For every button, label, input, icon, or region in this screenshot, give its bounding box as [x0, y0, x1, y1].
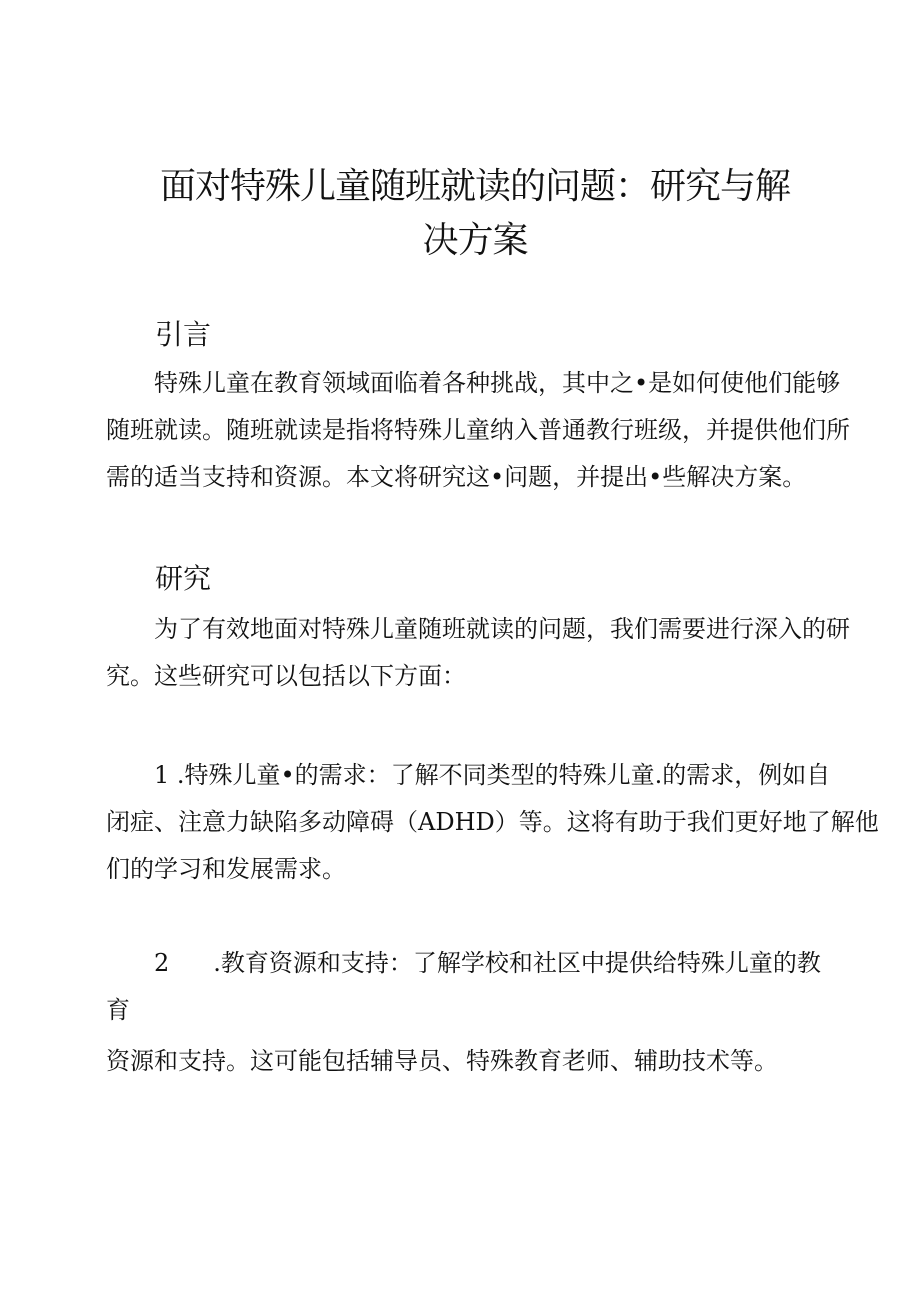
research-paragraph — [106, 606, 850, 700]
item2-line-1-text: .教育资源和支持：了解学校和社区中提供给特殊儿童的教 — [213, 949, 821, 977]
intro-line-3: 需的适当支持和资源。本文将研究这•问题，并提出•些解决方案。 — [106, 463, 807, 491]
item2-line-2: 育 — [106, 996, 130, 1024]
list-item-2 — [106, 940, 826, 1085]
title-line-1: 面对特殊儿童随班就读的问题：研究与解 — [159, 166, 790, 207]
document-title — [130, 160, 820, 268]
research-line-1: 为了有效地面对特殊儿童随班就读的问题，我们需要进行深入的研 — [154, 615, 850, 643]
item2-line-3: 资源和支持。这可能包括辅导员、特殊教育老师、辅助技术等。 — [106, 1047, 778, 1075]
intro-paragraph — [106, 360, 850, 501]
research-line-2: 究。这些研究可以包括以下方面： — [106, 662, 466, 690]
item2-line-1 — [106, 940, 826, 987]
item1-line-1: 1 .特殊儿童•的需求：了解不同类型的特殊儿童.的需求，例如自 — [154, 761, 831, 789]
title-line-2: 决方案 — [422, 220, 528, 261]
research-heading: 研究 — [155, 562, 212, 595]
intro-heading: 引言 — [155, 318, 212, 351]
item1-line-3: 们的学习和发展需求。 — [106, 855, 346, 883]
item1-line-2: 闭症、注意力缺陷多动障碍（ADHD）等。这将有助于我们更好地了解他 — [106, 808, 879, 836]
intro-line-2: 随班就读。随班就读是指将特殊儿童纳入普通教行班级，并提供他们所 — [106, 416, 850, 444]
item2-number: 2 — [154, 949, 170, 977]
intro-line-1: 特殊儿童在教育领域面临着各种挑战，其中之•是如何使他们能够 — [154, 369, 841, 397]
list-item-1 — [106, 752, 879, 893]
